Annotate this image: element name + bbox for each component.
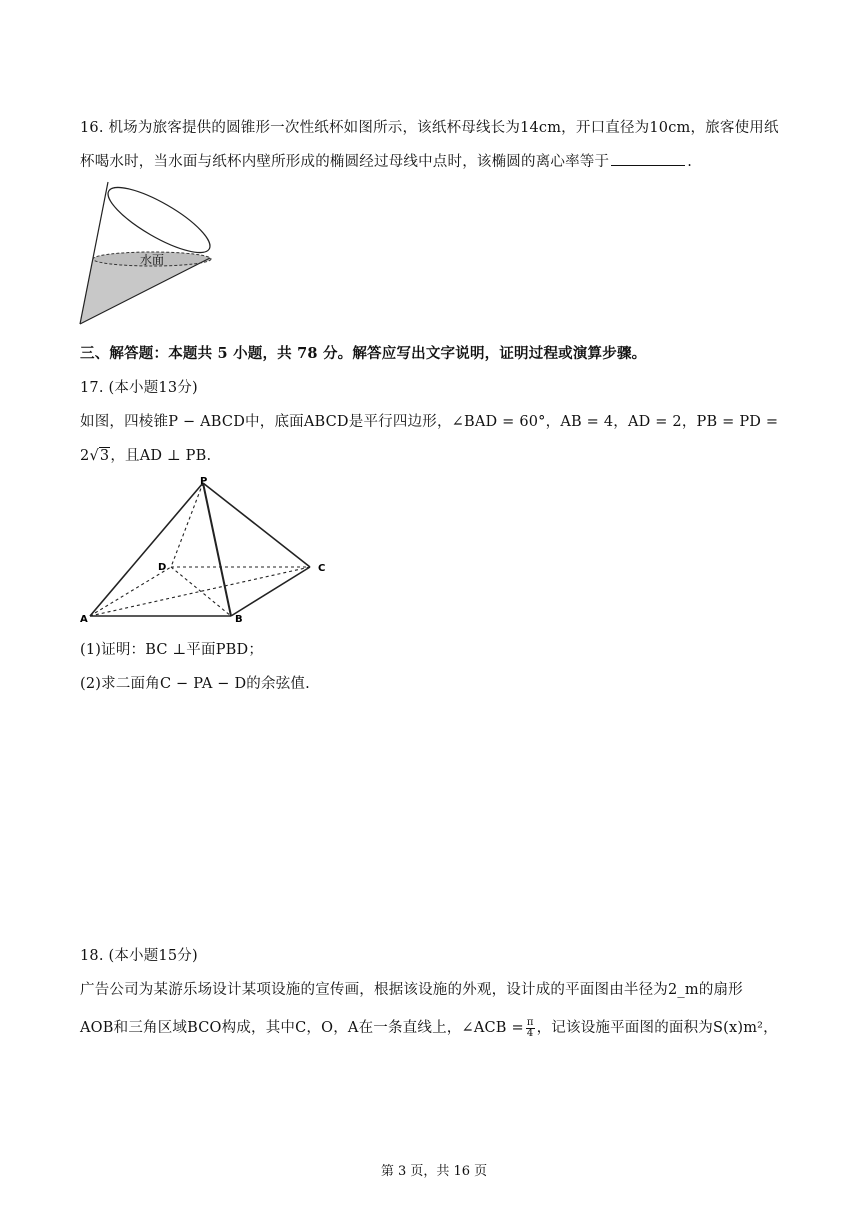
label-P: P: [200, 476, 208, 487]
q17-line2: 2√3，且AD ⊥ PB.: [80, 448, 212, 464]
pyramid-figure: [78, 474, 338, 632]
q16-line2: [80, 150, 692, 171]
cup-rim-ellipse: [100, 178, 217, 264]
q17-line1: 如图，四棱锥P − ABCD中，底面ABCD是平行四边形，∠BAD = 60°，AB = 4，AD = 2，PB = PD =: [80, 414, 779, 430]
q16-line2-end: .: [687, 154, 693, 170]
q17-line2-coef: 2: [80, 448, 90, 464]
section-3-header: 三、解答题：本题共 5 小题，共 78 分。解答应写出文字说明，证明过程或演算步骤。: [80, 345, 647, 362]
label-B: B: [235, 614, 243, 625]
q18-line2-text: AOB和三角区域BCO构成，其中C，O，A在一条直线上，∠ACB =: [80, 1020, 524, 1036]
answer-blank: [611, 153, 685, 166]
label-C: C: [318, 563, 326, 574]
q17-sqrt-radicand: 3: [99, 448, 110, 464]
q17-part1: (1)证明：BC ⊥平面PBD；: [80, 642, 264, 658]
q17-header: 17. (本小题13分): [80, 380, 198, 396]
edge-AD: [90, 567, 171, 616]
water-label: 水面: [139, 253, 165, 267]
edge-PB: [203, 483, 231, 616]
fraction-numerator: π: [526, 1016, 534, 1028]
q16-line1: 16. 机场为旅客提供的圆锥形一次性纸杯如图所示，该纸杯母线长为14cm，开口直径为10cm，旅客使用纸: [80, 120, 779, 136]
fraction-denominator: 4: [526, 1027, 534, 1039]
q18-line1: 广告公司为某游乐场设计某项设施的宣传画，根据该设施的外观，设计成的平面图由半径为2_m的扇形: [80, 982, 743, 998]
edge-PA: [90, 483, 203, 616]
page-footer: 第 3 页，共 16 页: [380, 1164, 488, 1179]
q16-line2-text: 杯喝水时，当水面与纸杯内壁所形成的椭圆经过母线中点时，该椭圆的离心率等于: [80, 154, 610, 170]
q17-line2-text: ，且AD ⊥ PB.: [110, 448, 212, 464]
label-D: D: [158, 562, 167, 573]
angle-fraction: [526, 1018, 535, 1039]
q18-line2-end: ，记该设施平面图的面积为S(x)m²，: [536, 1020, 778, 1036]
q18-line2: [80, 1016, 778, 1039]
edge-BC: [231, 567, 310, 616]
q18-header: 18. (本小题15分): [80, 948, 198, 964]
edge-PD: [171, 483, 203, 567]
cone-cup-figure: [78, 178, 218, 328]
q17-part2: (2)求二面角C − PA − D的余弦值.: [80, 676, 310, 692]
edge-AC: [90, 567, 310, 616]
label-A: A: [80, 614, 88, 625]
